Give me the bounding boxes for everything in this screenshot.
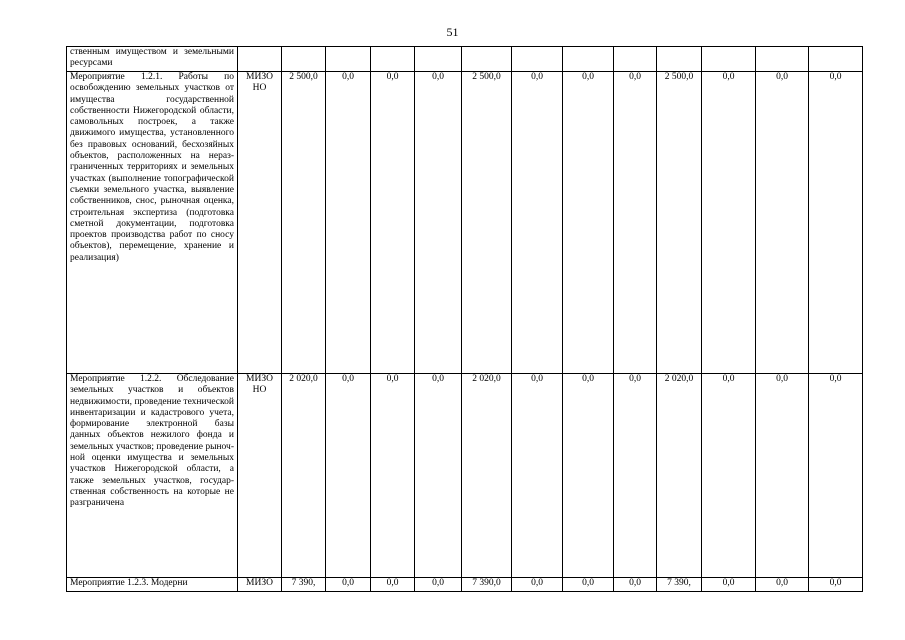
row-description: Мероприятие 1.2.1. Работы по освобождению земельных участков от имущества государственной собственности Нижегородской области, самовольных построек, а также движимого имущества, установленного без правовых оснований, бесхозяйных объектов, расположенных на неразграниченных территориях и земельных участках (выполнение топографической съемки земельного участка, выявление собственников, снос, рыночная оценка, строительная экспертиза (подготовка сметной документации, подготовка проектов производства работ по сносу объектов), перемещение, хранение и реализация) <box>67 72 238 374</box>
value-cell: 0,0 <box>326 72 371 374</box>
value-cell: 0,0 <box>702 374 756 578</box>
row-description: ственным имуществом и земельными ресурсами <box>67 47 238 72</box>
value-cell <box>756 47 809 72</box>
table-row <box>67 374 863 578</box>
value-cell: 0,0 <box>614 72 657 374</box>
value-cell: 0,0 <box>614 578 657 592</box>
value-cell: 2 500,0 <box>657 72 702 374</box>
value-cell <box>614 47 657 72</box>
value-cell: 0,0 <box>756 72 809 374</box>
value-cell <box>326 47 371 72</box>
value-cell: 7 390,0 <box>462 578 512 592</box>
table-row <box>67 47 863 72</box>
value-cell: 0,0 <box>702 578 756 592</box>
value-cell: 0,0 <box>512 374 563 578</box>
value-cell <box>462 47 512 72</box>
value-cell: 2 020,0 <box>657 374 702 578</box>
value-cell: 0,0 <box>563 578 614 592</box>
executor-cell: МИЗО <box>238 578 282 592</box>
value-cell: 0,0 <box>702 72 756 374</box>
value-cell <box>282 47 326 72</box>
executor-cell: МИЗО НО <box>238 374 282 578</box>
value-cell <box>702 47 756 72</box>
value-cell: 2 500,0 <box>282 72 326 374</box>
value-cell: 0,0 <box>326 374 371 578</box>
value-cell: 0,0 <box>512 578 563 592</box>
value-cell: 0,0 <box>809 578 863 592</box>
table-row <box>67 578 863 592</box>
value-cell: 0,0 <box>415 374 462 578</box>
row-description: Мероприятие 1.2.2. Обследование земельных участков и объектов недвижимости, проведение технической инвентаризации и кадастрового учета, формирование электронной базы данных объектов нежилого фонда и земельных участков; проведение рыночной оценки имущества и земельных участков Нижегородской области, а также земельных участков, государственная собственность на которые не разграничена <box>67 374 238 578</box>
value-cell: 2 020,0 <box>282 374 326 578</box>
value-cell: 0,0 <box>614 374 657 578</box>
value-cell: 7 390, <box>657 578 702 592</box>
executor-cell: МИЗО НО <box>238 72 282 374</box>
value-cell <box>512 47 563 72</box>
executor-cell <box>238 47 282 72</box>
value-cell: 0,0 <box>563 72 614 374</box>
table-row <box>67 72 863 374</box>
value-cell: 2 020,0 <box>462 374 512 578</box>
value-cell: 0,0 <box>371 578 415 592</box>
value-cell: 0,0 <box>326 578 371 592</box>
value-cell <box>809 47 863 72</box>
value-cell: 0,0 <box>415 72 462 374</box>
page-number: 51 <box>446 25 459 39</box>
value-cell: 0,0 <box>371 374 415 578</box>
value-cell <box>371 47 415 72</box>
value-cell: 0,0 <box>371 72 415 374</box>
value-cell: 0,0 <box>512 72 563 374</box>
value-cell: 0,0 <box>809 374 863 578</box>
value-cell <box>415 47 462 72</box>
value-cell <box>563 47 614 72</box>
row-description: Мероприятие 1.2.3. Модерни <box>67 578 238 592</box>
value-cell: 0,0 <box>756 374 809 578</box>
value-cell: 0,0 <box>415 578 462 592</box>
value-cell <box>657 47 702 72</box>
value-cell: 7 390, <box>282 578 326 592</box>
value-cell: 2 500,0 <box>462 72 512 374</box>
value-cell: 0,0 <box>809 72 863 374</box>
budget-table <box>66 46 863 592</box>
value-cell: 0,0 <box>756 578 809 592</box>
value-cell: 0,0 <box>563 374 614 578</box>
